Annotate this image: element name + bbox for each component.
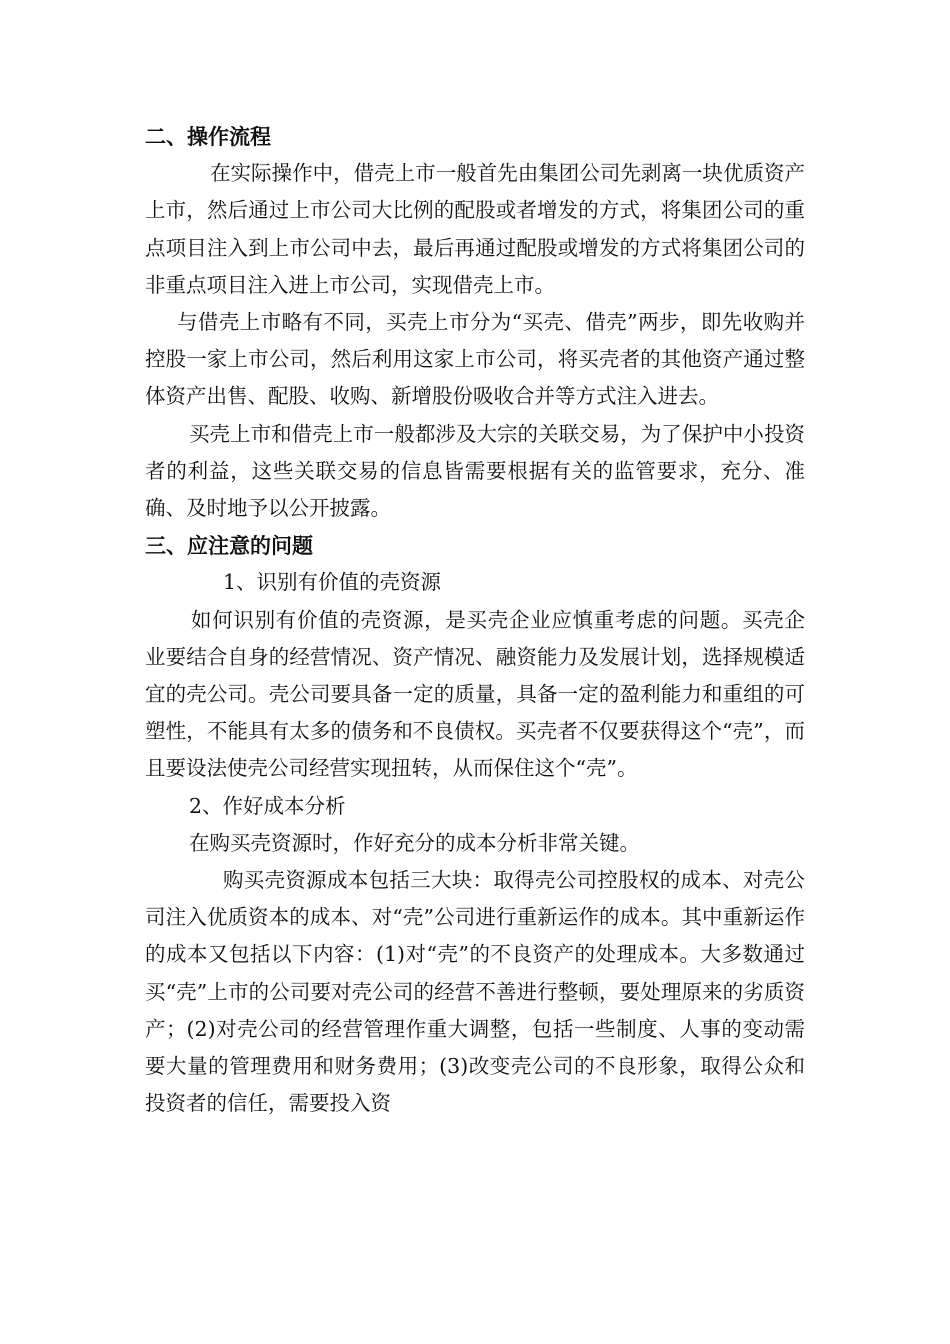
document-body <box>145 118 805 1122</box>
paragraph-related-transactions: 买壳上市和借壳上市一般都涉及大宗的关联交易，为了保护中小投资者的利益，这些关联交易的信息皆需要根据有关的监管要求，充分、准确、及时地予以公开披露。 <box>145 421 805 521</box>
section-heading-issues: 三、应注意的问题 <box>145 533 313 559</box>
paragraph-cost-components: 购买壳资源成本包括三大块：取得壳公司控股权的成本、对壳公司注入优质资本的成本、对“壳”公司进行重新运作的成本。其中重新运作的成本又包括以下内容：(1)对“壳”的不良资产的处理成本。大多数通过买“壳”上市的公司要对壳公司的经营不善进行整顿，要处理原来的劣质资产；(2)对壳公司的经营管理作重大调整，包括一些制度、人事的变动需要大量的管理费用和财务费用；(3)改变壳公司的不良形象，取得公众和投资者的信任，需要投入资 <box>145 868 805 1116</box>
paragraph-shell-purchase-steps: 与借壳上市略有不同，买壳上市分为“买壳、借壳”两步，即先收购并控股一家上市公司，然后利用这家上市公司，将买壳者的其他资产通过整体资产出售、配股、收购、新增股份吸收合并等方式注入进去。 <box>145 310 805 409</box>
subheading-identify-shell: 1、识别有价值的壳资源 <box>223 570 442 595</box>
section-heading-operation-process: 二、操作流程 <box>145 124 271 149</box>
paragraph-cost-analysis-intro: 在购买壳资源时，作好充分的成本分析非常关键。 <box>189 830 640 855</box>
paragraph-identify-shell: 如何识别有价值的壳资源，是买壳企业应慎重考虑的问题。买壳企业要结合自身的经营情况、资产情况、融资能力及发展计划，选择规模适宜的壳公司。壳公司要具备一定的质量，具备一定的盈利能力和重组的可塑性，不能具有太多的债务和不良债权。买壳者不仅要获得这个“壳”，而且要设法使壳公司经营实现扭转，从而保住这个“壳”。 <box>145 607 805 781</box>
paragraph-backdoor-listing-process: 在实际操作中，借壳上市一般首先由集团公司先剥离一块优质资产上市，然后通过上市公司大比例的配股或者增发的方式，将集团公司的重点项目注入到上市公司中去，最后再通过配股或增发的方式将集团公司的非重点项目注入进上市公司，实现借壳上市。 <box>145 161 805 297</box>
subheading-cost-analysis: 2、作好成本分析 <box>189 793 346 818</box>
